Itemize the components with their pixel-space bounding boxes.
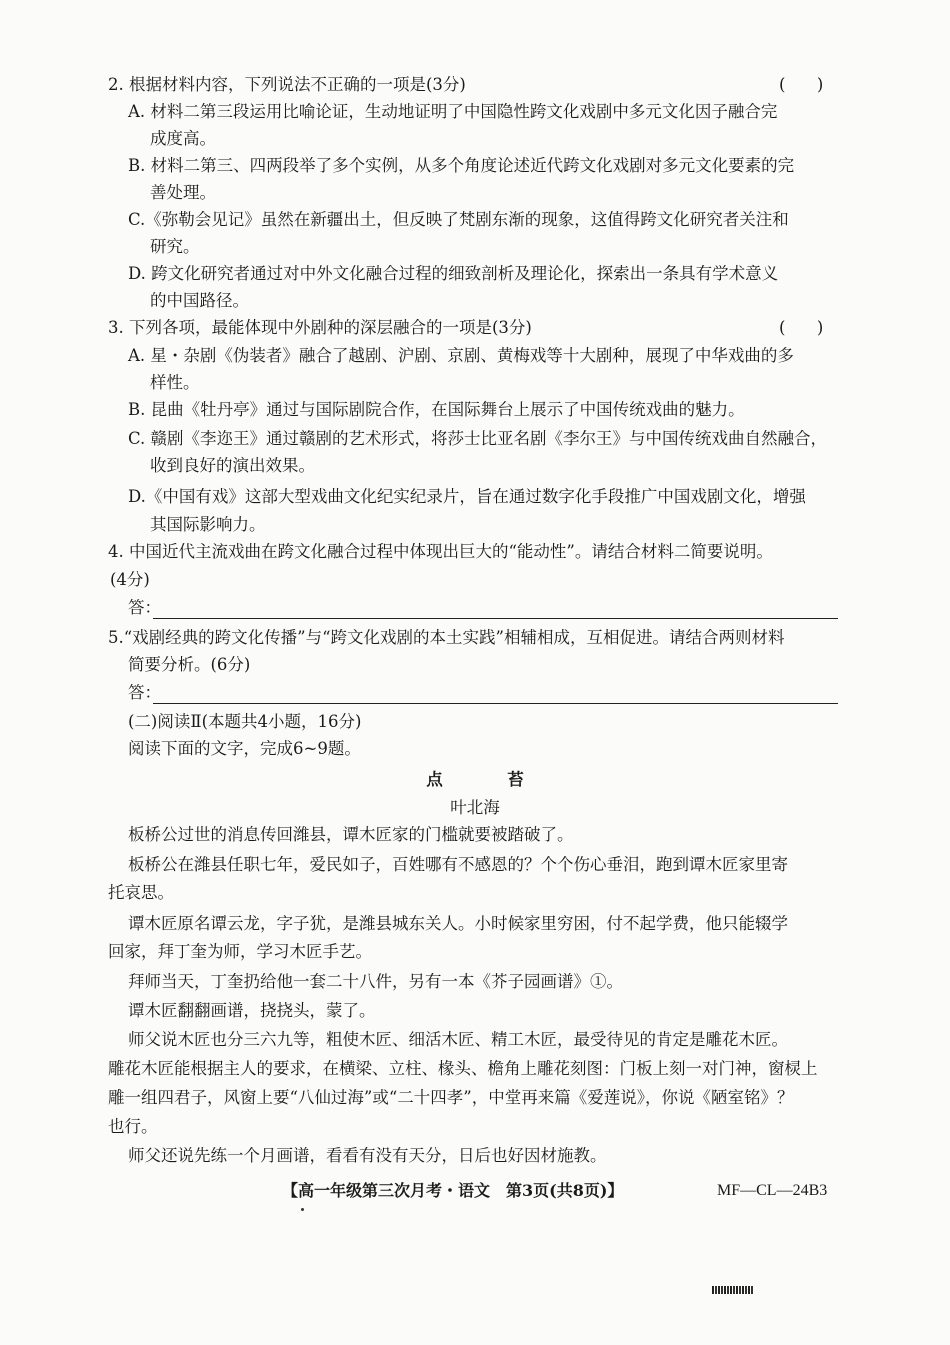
- q5-stem-cont: 简要分析。(6分): [128, 655, 251, 674]
- section-instruction: 阅读下面的文字，完成6~9题。: [128, 739, 361, 758]
- footer-exam-info: 【高一年级第三次月考・语文 第3页(共8页)】: [282, 1181, 624, 1200]
- q3-option-d: D.《中国有戏》这部大型戏曲文化纪实纪录片，旨在通过数字化手段推广中国戏剧文化，增强: [128, 487, 806, 506]
- q3-option-b: B. 昆曲《牡丹亭》通过与国际剧院合作，在国际舞台上展示了中国传统戏曲的魅力。: [128, 400, 745, 419]
- story-paragraph-cont: 雕花木匠能根据主人的要求，在横梁、立柱、椽头、檐角上雕花刻图：门板上刻一对门神，窗棂上: [108, 1059, 818, 1078]
- q2-option-d-cont: 的中国路径。: [150, 291, 249, 310]
- q2-option-b: B. 材料二第三、四两段举了多个实例，从多个角度论述近代跨文化戏剧对多元文化要素的完: [128, 156, 795, 175]
- story-paragraph: 拜师当天，丁奎扔给他一套二十八件，另有一本《芥子园画谱》①。: [128, 972, 623, 991]
- q2-option-c-cont: 研究。: [150, 237, 200, 256]
- q3-stem: 3. 下列各项，最能体现中外剧种的深层融合的一项是(3分): [108, 318, 532, 337]
- q2-stem: 2. 根据材料内容，下列说法不正确的一项是(3分): [108, 75, 466, 94]
- story-paragraph-cont: 也行。: [108, 1117, 158, 1136]
- q2-answer-paren: ( ): [779, 75, 824, 94]
- q3-option-a: A. 星・杂剧《伪装者》融合了越剧、沪剧、京剧、黄梅戏等十大剧种，展现了中华戏曲的多: [128, 346, 794, 365]
- q4-stem-cont: (4分): [110, 570, 150, 589]
- q5-answer-line[interactable]: [153, 703, 838, 704]
- footer-exam-code: MF—CL—24B3: [717, 1182, 828, 1199]
- section-heading: (二)阅读Ⅱ(本题共4小题，16分): [128, 712, 362, 731]
- story-paragraph: 板桥公在潍县任职七年，爱民如子，百姓哪有不感恩的？个个伤心垂泪，跑到谭木匠家里寄: [128, 855, 788, 874]
- q2-option-c: C.《弥勒会见记》虽然在新疆出土，但反映了梵剧东渐的现象，这值得跨文化研究者关注和: [128, 210, 789, 229]
- story-paragraph-cont: 回家，拜丁奎为师，学习木匠手艺。: [108, 942, 372, 961]
- q3-option-a-cont: 样性。: [150, 373, 200, 392]
- q5-stem: 5.“戏剧经典的跨文化传播”与“跨文化戏剧的本土实践”相辅相成，互相促进。请结合两则材料: [108, 628, 785, 647]
- q4-answer-label: 答：: [128, 598, 161, 617]
- q2-option-b-cont: 善处理。: [150, 183, 216, 202]
- story-paragraph: 师父还说先练一个月画谱，看看有没有天分，日后也好因材施教。: [128, 1146, 607, 1165]
- scan-dot: [301, 1208, 304, 1211]
- story-paragraph-cont: 雕一组四君子，风窗上要“八仙过海”或“二十四孝”，中堂再来篇《爱莲说》，你说《陋室铭》？: [108, 1088, 794, 1107]
- q2-option-a-cont: 成度高。: [150, 129, 216, 148]
- q2-option-a: A. 材料二第三段运用比喻论证，生动地证明了中国隐性跨文化戏剧中多元文化因子融合完: [128, 102, 778, 121]
- q4-answer-line[interactable]: [153, 618, 838, 619]
- q5-answer-label: 答：: [128, 683, 161, 702]
- story-paragraph: 板桥公过世的消息传回潍县，谭木匠家的门槛就要被踏破了。: [128, 825, 574, 844]
- q3-option-d-cont: 其国际影响力。: [150, 515, 266, 534]
- q2-option-d: D. 跨文化研究者通过对中外文化融合过程的细致剖析及理论化，探索出一条具有学术意义: [128, 264, 779, 283]
- q3-option-c: C. 赣剧《李迩王》通过赣剧的艺术形式，将莎士比亚名剧《李尔王》与中国传统戏曲自然融合，: [128, 429, 828, 448]
- q3-answer-paren: ( ): [779, 318, 824, 337]
- story-paragraph: 谭木匠原名谭云龙，字子犹，是潍县城东关人。小时候家里穷困，付不起学费，他只能辍学: [128, 914, 788, 933]
- story-paragraph: 谭木匠翻翻画谱，挠挠头，蒙了。: [128, 1001, 376, 1020]
- story-title: 点 苔: [426, 770, 548, 789]
- q4-stem: 4. 中国近代主流戏曲在跨文化融合过程中体现出巨大的“能动性”。请结合材料二简要说明。: [108, 542, 773, 561]
- q3-option-c-cont: 收到良好的演出效果。: [150, 456, 315, 475]
- story-paragraph: 师父说木匠也分三六九等，粗使木匠、细活木匠、精工木匠，最受待见的肯定是雕花木匠。: [128, 1030, 788, 1049]
- story-author: 叶北海: [450, 798, 500, 817]
- story-paragraph-cont: 托哀思。: [108, 883, 174, 902]
- qr-code-icon: [712, 1286, 754, 1294]
